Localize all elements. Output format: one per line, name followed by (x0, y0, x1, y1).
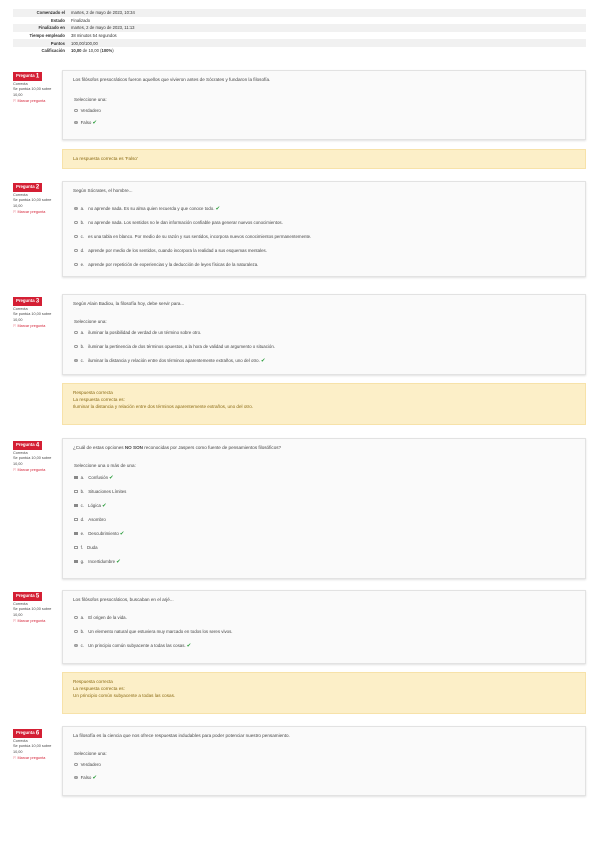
option-label: Verdadero (80, 762, 101, 767)
question-label: Pregunta (16, 593, 35, 598)
question-label: Pregunta (16, 442, 35, 447)
radio-button[interactable] (74, 263, 78, 267)
question-card-4 (62, 438, 586, 579)
correct-check-icon: ✔ (186, 642, 192, 649)
option-letter: c. (80, 503, 85, 508)
flag-question-label: Marcar pregunta (17, 756, 46, 761)
option-label: Verdadero (80, 108, 101, 113)
grade-percent: 100% (101, 48, 113, 54)
option-letter: d. (80, 517, 85, 522)
question-text: Según Alain Badiou, la filosofía hoy, debe servir para... (73, 301, 185, 306)
correct-check-icon: ✔ (92, 119, 97, 126)
answer-option[interactable] (74, 108, 101, 113)
radio-button[interactable] (74, 776, 78, 780)
question-state: Correcta (13, 192, 28, 197)
option-letter: c. (80, 643, 85, 648)
summary-row (13, 17, 586, 25)
question-text-part: reconocidas por Jaspers como fuente de pensamientos filosóficos? (142, 445, 282, 450)
checkbox[interactable] (74, 490, 78, 494)
question-grade: Se puntúa 10,00 sobre 10,00 (13, 607, 52, 617)
answer-option[interactable] (74, 120, 97, 125)
question-label: Pregunta (16, 730, 35, 735)
correct-answer-text: Iluminar la distancia y relación entre dos términos aparentemente extraños, uno del otro. (73, 404, 254, 409)
option-label: Lógica (88, 503, 101, 508)
grade-value: 10,00 (71, 48, 82, 54)
question-state: Correcta (13, 450, 28, 455)
attempt-summary-table (13, 9, 586, 55)
question-card-1 (62, 70, 586, 140)
option-letter: b. (80, 489, 85, 494)
question-number-badge (13, 72, 42, 81)
question-label: Pregunta (16, 184, 35, 189)
flag-icon: ⚐ (13, 324, 17, 329)
checkbox[interactable] (74, 546, 78, 550)
flag-icon: ⚐ (13, 756, 17, 761)
feedback-title: Respuesta correcta (73, 390, 113, 395)
flag-question-link[interactable] (13, 210, 57, 216)
question-state: Correcta (13, 81, 28, 86)
radio-button[interactable] (74, 644, 78, 648)
feedback-title: Respuesta correcta (73, 679, 113, 684)
radio-button[interactable] (74, 763, 78, 767)
question-card-3 (62, 294, 586, 375)
option-letter: d. (80, 248, 85, 253)
radio-button[interactable] (74, 249, 78, 253)
answer-option[interactable] (74, 517, 106, 522)
answer-option[interactable] (74, 762, 101, 767)
summary-row (13, 24, 586, 32)
summary-value: 100,00/100,00 (68, 39, 586, 47)
radio-button[interactable] (74, 345, 78, 349)
question-text-part: ¿Cuál de estas opciones (73, 445, 125, 450)
answer-option[interactable] (74, 489, 126, 494)
correct-check-icon: ✔ (119, 530, 125, 537)
option-label: Confusión (88, 475, 109, 480)
feedback-box-5 (62, 672, 586, 714)
answer-prompt: Seleccione una: (74, 319, 107, 324)
question-grade: Se puntúa 10,00 sobre 10,00 (13, 456, 52, 466)
summary-row (13, 32, 586, 40)
summary-label: Finalizado en (13, 24, 68, 32)
option-letter: b. (80, 220, 85, 225)
flag-question-link[interactable] (13, 99, 57, 105)
question-text: Los filósofos presocráticos fueron aquellos que vivieron antes de Sócrates y fundaron la filosofía. (73, 77, 271, 82)
option-letter: b. (80, 629, 85, 634)
summary-label: Puntos (13, 39, 68, 47)
option-label: Duda (87, 545, 98, 550)
question-grade: Se puntúa 10,00 sobre 10,00 (13, 198, 52, 208)
flag-icon: ⚐ (13, 619, 17, 624)
answer-prompt: Seleccione una: (74, 751, 107, 756)
option-label: aprende por medio de los sentidos, cuando incorpora la realidad a sus esquemas mentales. (88, 248, 267, 253)
checkbox[interactable] (74, 518, 78, 522)
question-number-badge (13, 592, 42, 601)
question-number-badge (13, 441, 42, 450)
question-text: La filosofía es la ciencia que nos ofrece respuestas indudables para poder potenciar nuestro pensamiento. (73, 733, 290, 738)
feedback-box-3 (62, 383, 586, 425)
answer-option[interactable] (74, 545, 98, 550)
option-label: Un elemento natural que estuviera muy marcado en todos los seres vivos. (88, 629, 233, 634)
option-label: iluminar la pertinencia de dos términos opuestos, a la hora de validad un argumento o situación. (88, 344, 275, 349)
question-grade: Se puntúa 10,00 sobre 10,00 (13, 87, 52, 97)
question-number: 5 (35, 593, 40, 600)
question-number-badge (13, 729, 42, 738)
flag-question-label: Marcar pregunta (17, 99, 46, 104)
summary-row (13, 9, 586, 17)
correct-check-icon: ✔ (92, 774, 97, 781)
option-label: no aprende nada. Los sentidos no le dan información confiable para generar nuevos conocimientos. (88, 220, 283, 225)
option-label: Situaciones Límites (88, 489, 127, 494)
option-label: Falso (80, 775, 92, 780)
correct-check-icon: ✔ (109, 474, 114, 481)
summary-value: Finalizado (71, 17, 91, 23)
question-card-2 (62, 181, 586, 277)
question-number: 1 (35, 73, 40, 80)
option-letter: e. (80, 262, 85, 267)
option-label: El origen de la vida. (88, 615, 127, 620)
question-number: 3 (35, 298, 40, 305)
correct-check-icon: ✔ (101, 502, 107, 509)
answer-option[interactable] (74, 262, 258, 267)
option-letter: g. (80, 559, 85, 564)
question-label: Pregunta (16, 298, 35, 303)
option-letter: e. (80, 531, 85, 536)
option-label: es una tabla en blanco. Por medio de su razón y sus sentidos, incorpora nuevos conocimientos permanentemente. (88, 234, 312, 239)
option-label: iluminar la distancia y relación entre dos términos aparentemente extraños, uno del otro. (88, 358, 260, 363)
checkbox[interactable] (74, 476, 78, 480)
checkbox[interactable] (74, 560, 78, 564)
question-text: Según Sócrates, el hombre... (73, 188, 133, 193)
radio-button[interactable] (74, 207, 78, 211)
summary-label: Estado (51, 17, 65, 23)
summary-value: 38 minutos 54 segundos (71, 33, 117, 39)
answer-option[interactable] (74, 629, 233, 634)
question-number: 6 (35, 730, 40, 737)
question-text: Los filósofos presocráticos, buscaban en el arjé... (73, 597, 174, 602)
summary-value: 10,00 de 10,00 (100%) (71, 48, 114, 54)
correct-check-icon: ✔ (116, 558, 121, 565)
flag-question-label: Marcar pregunta (17, 619, 46, 624)
question-state: Correcta (13, 306, 28, 311)
option-letter: c. (80, 358, 85, 363)
question-state: Correcta (13, 738, 28, 743)
question-number: 4 (35, 442, 40, 449)
correct-answer-text: La respuesta correcta es 'Falso' (73, 156, 138, 161)
answer-option[interactable] (74, 503, 107, 508)
flag-question-label: Marcar pregunta (17, 210, 46, 215)
option-label: iluminar la posibilidad de verdad de un término sobre otro. (88, 330, 202, 335)
question-info-6 (13, 729, 57, 762)
radio-button[interactable] (74, 221, 78, 225)
option-letter: a. (80, 206, 85, 211)
question-number: 2 (35, 184, 40, 191)
question-info-1 (13, 72, 57, 105)
option-label: Descubrimiento (88, 531, 119, 536)
summary-value: martes, 2 de mayo de 2023, 10:34 (68, 9, 586, 17)
option-label: Incertidumbre (88, 559, 116, 564)
answer-option[interactable] (74, 615, 127, 620)
option-label: Un principio común subyacente a todas las cosas. (88, 643, 186, 648)
question-grade: Se puntúa 10,00 sobre 10,00 (13, 744, 52, 754)
radio-button[interactable] (74, 121, 78, 125)
answer-option[interactable] (74, 206, 220, 211)
answer-option[interactable] (74, 234, 311, 239)
radio-button[interactable] (74, 359, 78, 363)
question-info-5 (13, 592, 57, 625)
answer-option[interactable] (74, 330, 201, 335)
summary-value: martes, 2 de mayo de 2023, 11:13 (68, 24, 586, 32)
answer-option[interactable] (74, 775, 97, 780)
question-state: Correcta (13, 601, 28, 606)
radio-button[interactable] (74, 235, 78, 239)
flag-question-link[interactable] (13, 324, 57, 330)
option-letter: b. (80, 344, 85, 349)
option-label: Asombro (88, 517, 106, 522)
summary-label: Tiempo empleado (29, 33, 65, 39)
answer-option[interactable] (74, 220, 283, 225)
summary-label: Comenzado el (13, 9, 68, 17)
answer-option[interactable] (74, 344, 275, 349)
flag-question-label: Marcar pregunta (17, 324, 46, 329)
flag-question-link[interactable] (13, 468, 57, 474)
question-number-badge (13, 297, 42, 306)
answer-option[interactable] (74, 475, 114, 480)
answer-option[interactable] (74, 358, 265, 363)
answer-prompt: Seleccione una: (74, 97, 107, 102)
summary-row (13, 39, 586, 47)
question-number-badge (13, 183, 42, 192)
checkbox[interactable] (74, 532, 78, 536)
radio-button[interactable] (74, 616, 78, 620)
correct-answer-text: Un principio común subyacente a todas las cosas. (73, 693, 176, 698)
radio-button[interactable] (74, 630, 78, 634)
feedback-line: La respuesta correcta es: (73, 686, 125, 691)
question-text (73, 445, 575, 451)
radio-button[interactable] (74, 109, 78, 113)
question-label: Pregunta (16, 73, 35, 78)
option-label: aprende por repetición de experiencias y la deducción de leyes físicas de la naturaleza. (88, 262, 259, 267)
radio-button[interactable] (74, 331, 78, 335)
option-letter: f. (80, 545, 84, 550)
answer-option[interactable] (74, 531, 124, 536)
question-info-4 (13, 441, 57, 474)
answer-option[interactable] (74, 643, 191, 648)
correct-check-icon: ✔ (260, 357, 266, 364)
question-text-emphasis: NO SON (124, 445, 143, 450)
flag-icon: ⚐ (13, 210, 17, 215)
question-card-5 (62, 590, 586, 664)
flag-question-link[interactable] (13, 619, 57, 625)
question-info-3 (13, 297, 57, 330)
question-info-2 (13, 183, 57, 216)
option-label: Falso (80, 120, 92, 125)
feedback-line: La respuesta correcta es: (73, 397, 125, 402)
checkbox[interactable] (74, 504, 78, 508)
question-card-6 (62, 726, 586, 796)
option-letter: a. (80, 330, 85, 335)
option-letter: a. (80, 475, 85, 480)
summary-row (13, 47, 586, 55)
correct-check-icon: ✔ (215, 205, 220, 212)
answer-prompt: Seleccione una o más de una: (74, 463, 136, 468)
feedback-box-1 (62, 149, 586, 169)
flag-question-label: Marcar pregunta (17, 468, 46, 473)
flag-question-link[interactable] (13, 756, 57, 762)
answer-option[interactable] (74, 248, 267, 253)
question-grade: Se puntúa 10,00 sobre 10,00 (13, 312, 52, 322)
option-label: no aprende nada. Es su alma quien recuerda y que conoce todo. (88, 206, 215, 211)
answer-option[interactable] (74, 559, 121, 564)
option-letter: c. (80, 234, 85, 239)
option-letter: a. (80, 615, 85, 620)
flag-icon: ⚐ (13, 99, 17, 104)
flag-icon: ⚐ (13, 468, 17, 473)
summary-label: Calificación (41, 48, 65, 54)
